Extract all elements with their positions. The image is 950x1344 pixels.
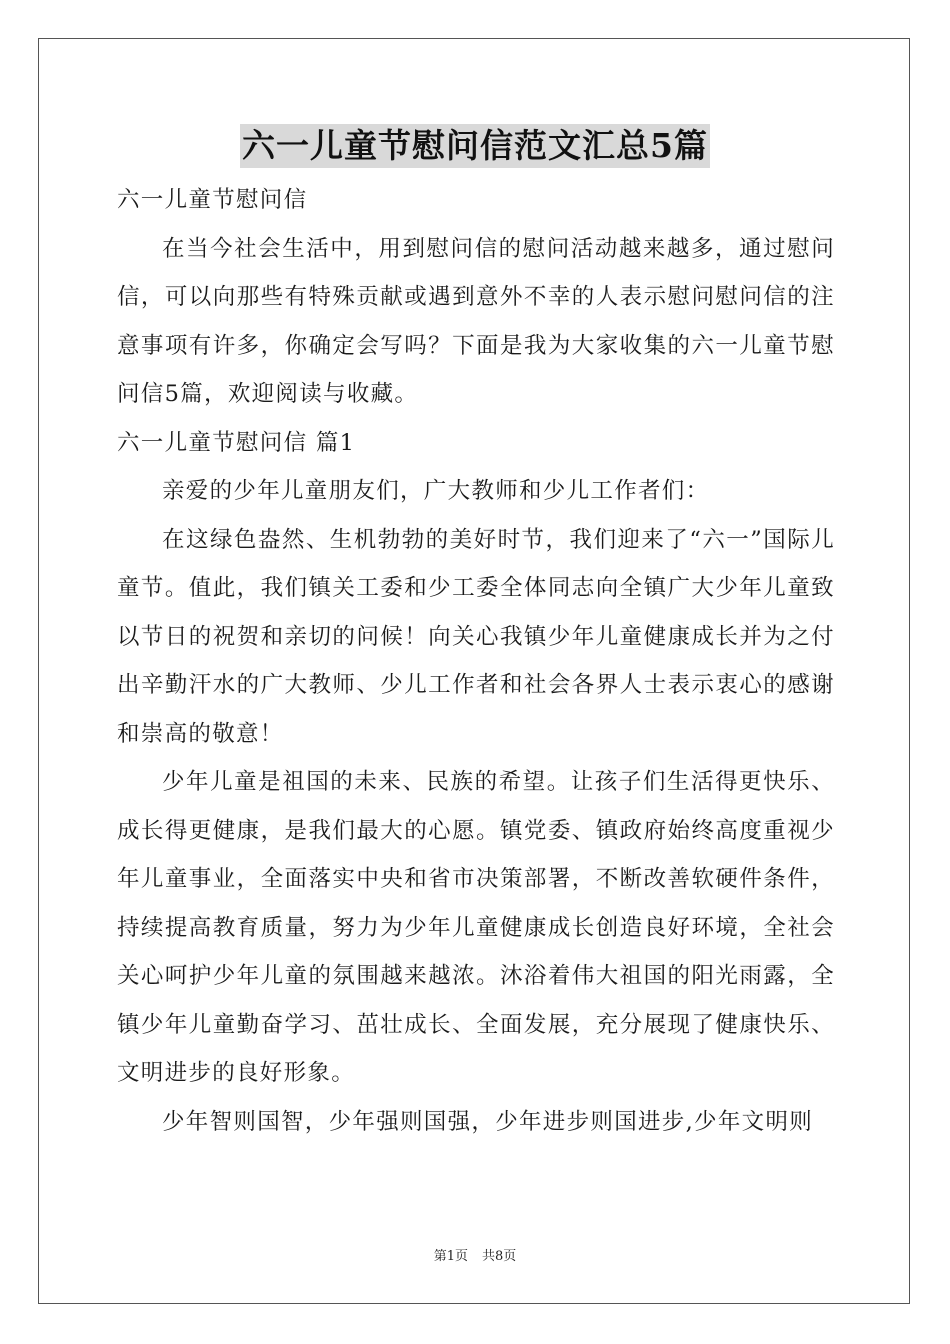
document-body bbox=[117, 176, 835, 1146]
document-title: 六一儿童节慰问信范文汇总5篇 bbox=[240, 124, 710, 168]
body-paragraph: 少年儿童是祖国的未来、民族的希望。让孩子们生活得更快乐、成长得更健康，是我们最大的心愿。镇党委、镇政府始终高度重视少年儿童事业，全面落实中央和省市决策部署，不断改善软硬件条件，持续提高教育质量，努力为少年儿童健康成长创造良好环境，全社会关心呵护少年儿童的氛围越来越浓。沐浴着伟大祖国的阳光雨露，全镇少年儿童勤奋学习、茁壮成长、全面发展，充分展现了健康快乐、文明进步的良好形象。 bbox=[117, 769, 835, 1086]
body-paragraph: 在这绿色盎然、生机勃勃的美好时节，我们迎来了“六一”国际儿童节。值此，我们镇关工委和少工委全体同志向全镇广大少年儿童致以节日的祝贺和亲切的问候！向关心我镇少年儿童健康成长并为之付出辛勤汗水的广大教师、少儿工作者和社会各界人士表示衷心的感谢和崇高的敬意！ bbox=[117, 526, 835, 747]
section-heading: 六一儿童节慰问信 bbox=[117, 187, 308, 213]
intro-paragraph: 在当今社会生活中，用到慰问信的慰问活动越来越多，通过慰问信，可以向那些有特殊贡献或遇到意外不幸的人表示慰问慰问信的注意事项有许多，你确定会写吗？下面是我为大家收集的六一儿童节慰问信5篇，欢迎阅读与收藏。 bbox=[117, 235, 835, 407]
section-heading: 六一儿童节慰问信 篇1 bbox=[117, 429, 356, 456]
page-footer bbox=[0, 1245, 950, 1264]
page-total: 共8页 bbox=[482, 1249, 517, 1264]
salutation: 亲爱的少年儿童朋友们，广大教师和少儿工作者们： bbox=[162, 478, 710, 504]
title-block bbox=[0, 124, 950, 168]
body-paragraph: 少年智则国智，少年强则国强，少年进步则国进步,少年文明则 bbox=[162, 1108, 814, 1135]
page-number: 第1页 bbox=[433, 1249, 468, 1264]
